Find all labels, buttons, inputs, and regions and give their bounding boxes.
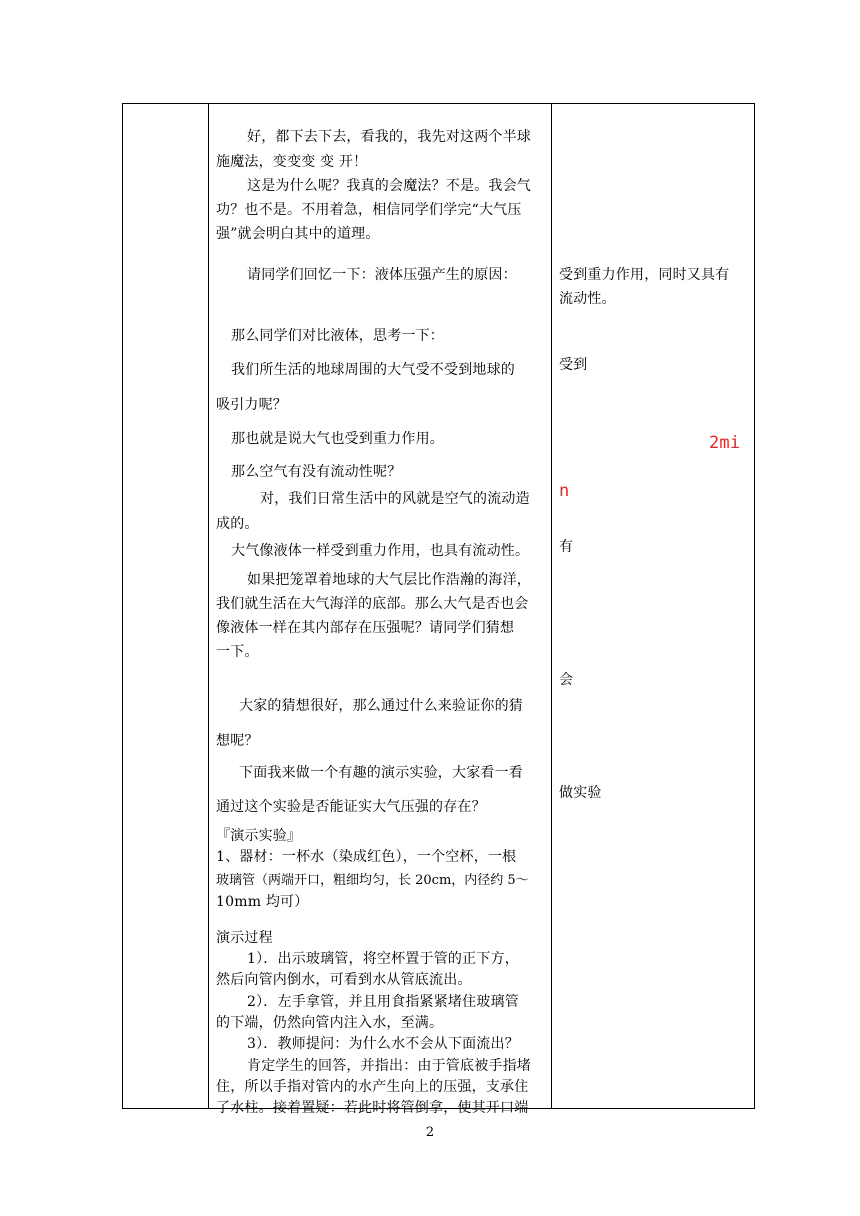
- text-line: 下面我来做一个有趣的演示实验，大家看一看: [239, 765, 523, 781]
- text-line: 演示过程: [216, 930, 273, 946]
- text-line: 那么空气有没有流动性呢？: [231, 464, 402, 480]
- text-line: 这是为什么呢？我真的会魔法？不是。我会气: [247, 178, 531, 194]
- text-line: 10mm 均可）: [216, 894, 309, 910]
- student-activity-text: 受到重力作用，同时又具有: [559, 267, 730, 283]
- text-line: 吸引力呢？: [216, 397, 287, 413]
- student-activity-text: 流动性。: [559, 291, 616, 307]
- page-number: 2: [425, 1125, 435, 1140]
- text-line: 住，所以手指对管内的水产生向上的压强，支承住: [216, 1079, 529, 1095]
- text-line: 1）．出示玻璃管，将空杯置于管的正下方，: [247, 951, 519, 967]
- text-line: 『演示实验』: [216, 828, 302, 844]
- time-note: n: [559, 481, 570, 501]
- text-line: 1、器材：一杯水（染成红色），一个空杯，一根: [216, 849, 517, 865]
- text-line: 对，我们日常生活中的风就是空气的流动造: [260, 491, 530, 507]
- text-line: 那么同学们对比液体，思考一下：: [231, 328, 444, 344]
- text-line: 了水柱。接着置疑：若此时将管倒拿，使其开口端: [216, 1100, 529, 1116]
- text-line: 像液体一样在其内部存在压强呢？请同学们猜想: [216, 620, 515, 636]
- text-line: 我们就生活在大气海洋的底部。那么大气是否也会: [216, 596, 529, 612]
- text-line: 的下端，仍然向管内注入水，至满。: [216, 1015, 444, 1031]
- time-note: 2mi: [709, 433, 741, 453]
- student-activity-text: 做实验: [559, 785, 602, 801]
- text-line: 功？也不是。不用着急，相信同学们学完“大气压: [216, 202, 522, 218]
- text-line: 大气像液体一样受到重力作用，也具有流动性。: [231, 543, 530, 559]
- student-activity-text: 会: [559, 672, 574, 688]
- text-line: 2）．左手拿管，并且用食指紧紧堵住玻璃管: [247, 994, 519, 1010]
- text-line: 如果把笼罩着地球的大气层比作浩瀚的海洋，: [247, 572, 531, 588]
- text-line: 通过这个实验是否能证实大气压强的存在？: [216, 799, 486, 815]
- text-line: 肯定学生的回答，并指出：由于管底被手指堵: [247, 1058, 531, 1074]
- text-line: 玻璃管（两端开口，粗细均匀，长 20cm，内径约 5～: [216, 873, 529, 888]
- text-line: 3）．教师提问：为什么水不会从下面流出？: [247, 1036, 519, 1052]
- student-activity-text: 受到: [559, 357, 588, 373]
- text-line: 那也就是说大气也受到重力作用。: [231, 431, 444, 447]
- text-line: 请同学们回忆一下：液体压强产生的原因：: [247, 267, 517, 283]
- text-line: 大家的猜想很好，那么通过什么来验证你的猜: [239, 698, 523, 714]
- text-line: 然后向管内倒水，可看到水从管底流出。: [216, 972, 472, 988]
- text-line: 一下。: [216, 644, 259, 660]
- text-line: 我们所生活的地球周围的大气受不受到地球的: [231, 362, 515, 378]
- column-divider-2: [551, 104, 552, 1108]
- student-activity-text: 有: [559, 539, 574, 555]
- text-line: 强”就会明白其中的道理。: [216, 226, 380, 242]
- text-line: 施魔法，变变变 变 开！: [216, 154, 368, 170]
- text-line: 想呢？: [216, 733, 259, 749]
- text-line: 好，都下去下去，看我的，我先对这两个半球: [247, 129, 531, 145]
- column-divider-1: [208, 104, 209, 1108]
- text-line: 成的。: [216, 516, 259, 532]
